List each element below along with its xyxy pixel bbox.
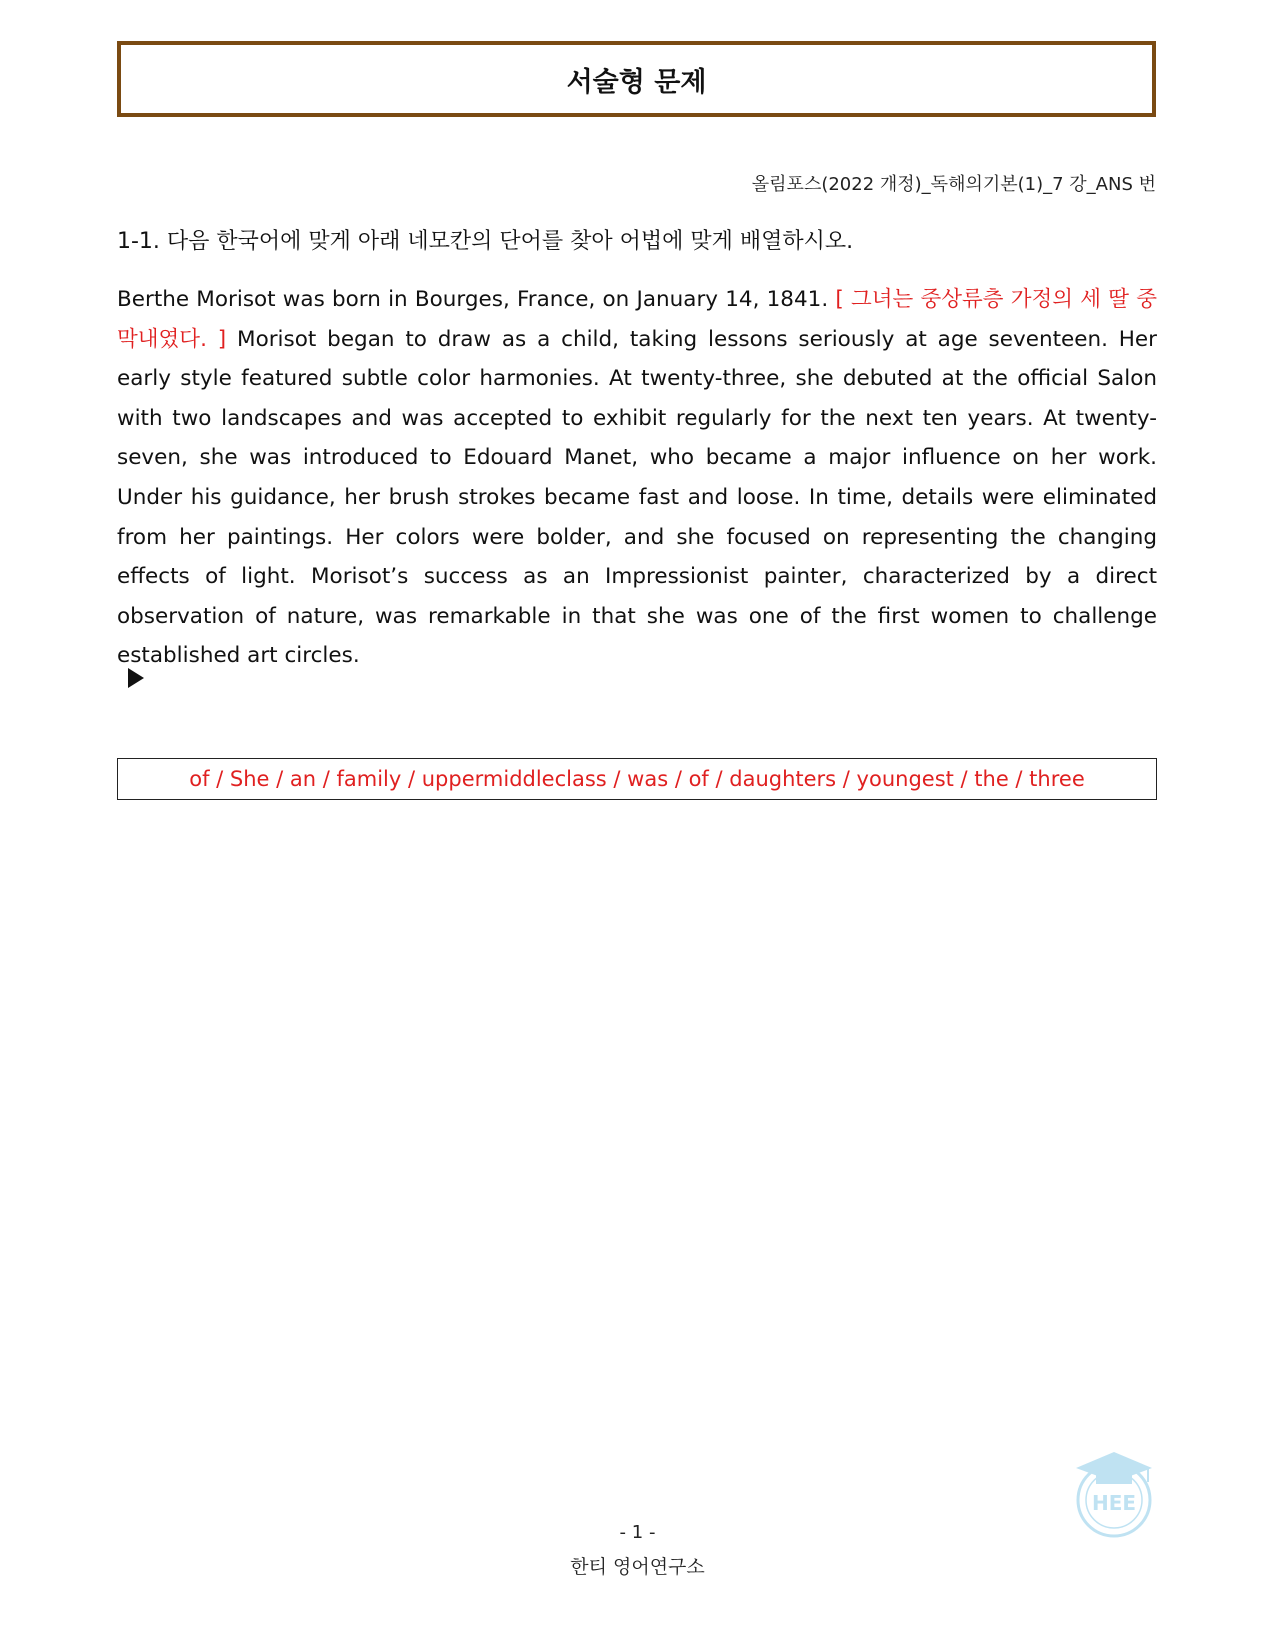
reading-passage xyxy=(117,280,1157,676)
svg-text:HEE: HEE xyxy=(1091,1491,1137,1515)
source-reference: 올림포스(2022 개정)_독해의기본(1)_7 강_ANS 번 xyxy=(751,174,1156,195)
passage-text-before: Berthe Morisot was born in Bourges, France, on January 14, 1841. xyxy=(117,287,836,312)
word-bank-box xyxy=(117,758,1157,800)
question-prompt: 1-1. 다음 한국어에 맞게 아래 네모칸의 단어를 찾아 어법에 맞게 배열하시오. xyxy=(117,229,854,254)
hee-logo-icon xyxy=(1070,1448,1158,1540)
korean-hint: [ 그녀는 중상류층 가정의 세 딸 중 막내였다. ] xyxy=(117,287,1157,352)
passage-text-after: Morisot began to draw as a child, taking lessons seriously at age seventeen. Her early style featured subtle color harmonies. At twenty-three, she debuted at the official Salon with two landscapes and was accepted to exhibit regularly for the next ten years. At twenty-seven, she was introduced to Edouard Manet, who became a major influence on her work. Under his guidance, her brush strokes became fast and loose. In time, details were eliminated from her paintings. Her colors were bolder, and she focused on representing the changing effects of light. Morisot’s success as an Impressionist painter, characterized by a direct observation of nature, was remarkable in that she was one of the first women to challenge established art circles. xyxy=(117,326,1157,669)
answer-arrow-icon xyxy=(128,668,144,688)
word-bank: of / She / an / family / uppermiddleclass / was / of / daughters / youngest / the / three xyxy=(189,767,1085,791)
page-title: 서술형 문제 xyxy=(566,66,707,98)
page-number: - 1 - xyxy=(619,1522,656,1543)
title-box xyxy=(117,41,1156,117)
footer-organization: 한티 영어연구소 xyxy=(570,1556,705,1578)
